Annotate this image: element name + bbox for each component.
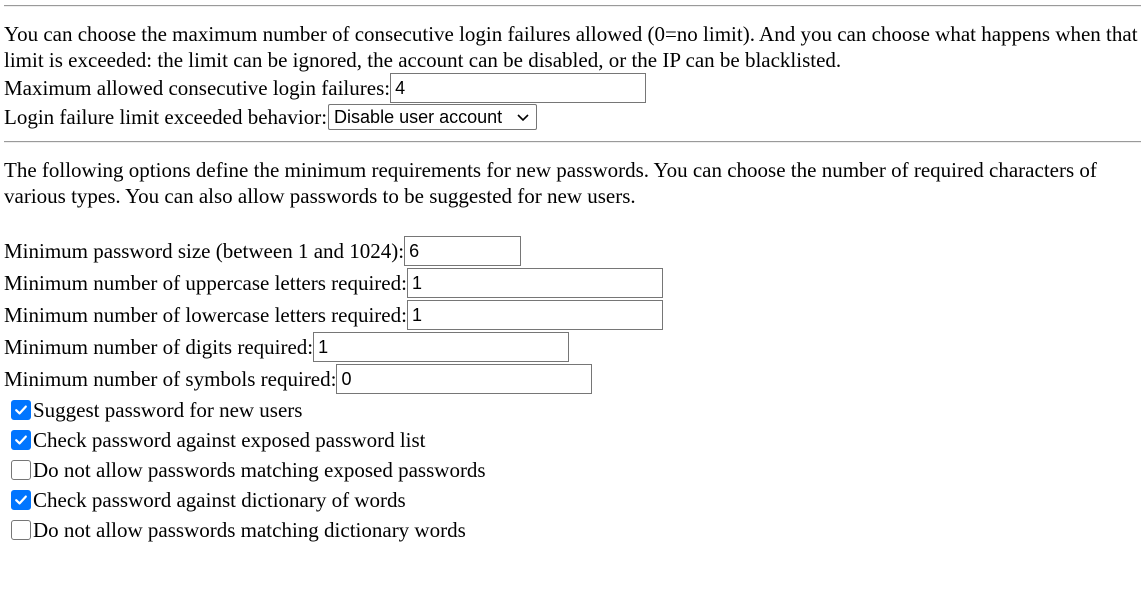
middle-divider: [4, 141, 1141, 143]
max-login-failures-label: Maximum allowed consecutive login failures:: [4, 76, 391, 100]
disallow-exposed-label: Do not allow passwords matching exposed passwords: [33, 458, 486, 482]
check-dictionary-checkbox[interactable]: [11, 490, 31, 510]
min-symbols-row: [4, 363, 1141, 395]
login-failure-behavior-selected: Disable user account: [334, 107, 503, 127]
password-policy-form: [0, 5, 1145, 545]
check-dictionary-label: Check password against dictionary of words: [33, 488, 406, 512]
password-fields: [4, 235, 1141, 395]
top-divider: [4, 5, 1141, 7]
min-lowercase-label: Minimum number of lowercase letters required:: [4, 303, 407, 327]
disallow-dictionary-label: Do not allow passwords matching dictionary words: [33, 518, 466, 542]
suggest-password-label: Suggest password for new users: [33, 398, 303, 422]
check-dictionary-row[interactable]: [4, 485, 1141, 515]
min-symbols-input[interactable]: [336, 364, 592, 394]
login-failures-description: You can choose the maximum number of consecutive login failures allowed (0=no limit). And you can choose what happens when that limit is exceeded: the limit can be ignored, the account can be disabled, or the IP can be blacklisted.: [4, 22, 1138, 72]
check-exposed-row[interactable]: [4, 425, 1141, 455]
disallow-dictionary-checkbox[interactable]: [11, 520, 31, 540]
min-digits-input[interactable]: [313, 332, 569, 362]
disallow-exposed-checkbox[interactable]: [11, 460, 31, 480]
min-lowercase-input[interactable]: [407, 300, 663, 330]
disallow-dictionary-row[interactable]: [4, 515, 1141, 545]
min-password-size-label: Minimum password size (between 1 and 1024):: [4, 239, 405, 263]
check-exposed-label: Check password against exposed password list: [33, 428, 426, 452]
min-uppercase-row: [4, 267, 1141, 299]
min-digits-label: Minimum number of digits required:: [4, 335, 314, 359]
password-requirements-description: The following options define the minimum requirements for new passwords. You can choose the number of required characters of various types. You can also allow passwords to be suggested for new users.: [4, 158, 1097, 208]
login-failure-behavior-select[interactable]: [328, 104, 537, 130]
login-failure-behavior-row: [4, 104, 1141, 130]
chevron-down-icon: [516, 110, 530, 124]
min-password-size-input[interactable]: [404, 236, 521, 266]
min-uppercase-input[interactable]: [407, 268, 663, 298]
disallow-exposed-row[interactable]: [4, 455, 1141, 485]
checkmark-icon: [14, 403, 28, 417]
min-password-size-row: [4, 235, 1141, 267]
suggest-password-checkbox[interactable]: [11, 400, 31, 420]
login-failure-behavior-label: Login failure limit exceeded behavior:: [4, 105, 328, 129]
min-digits-row: [4, 331, 1141, 363]
max-login-failures-input[interactable]: [390, 73, 646, 103]
checkmark-icon: [14, 493, 28, 507]
password-checkboxes: [4, 395, 1141, 545]
min-lowercase-row: [4, 299, 1141, 331]
min-symbols-label: Minimum number of symbols required:: [4, 367, 337, 391]
checkmark-icon: [14, 433, 28, 447]
suggest-password-row[interactable]: [4, 395, 1141, 425]
max-login-failures-row: [4, 73, 1141, 103]
min-uppercase-label: Minimum number of uppercase letters required:: [4, 271, 407, 295]
check-exposed-checkbox[interactable]: [11, 430, 31, 450]
